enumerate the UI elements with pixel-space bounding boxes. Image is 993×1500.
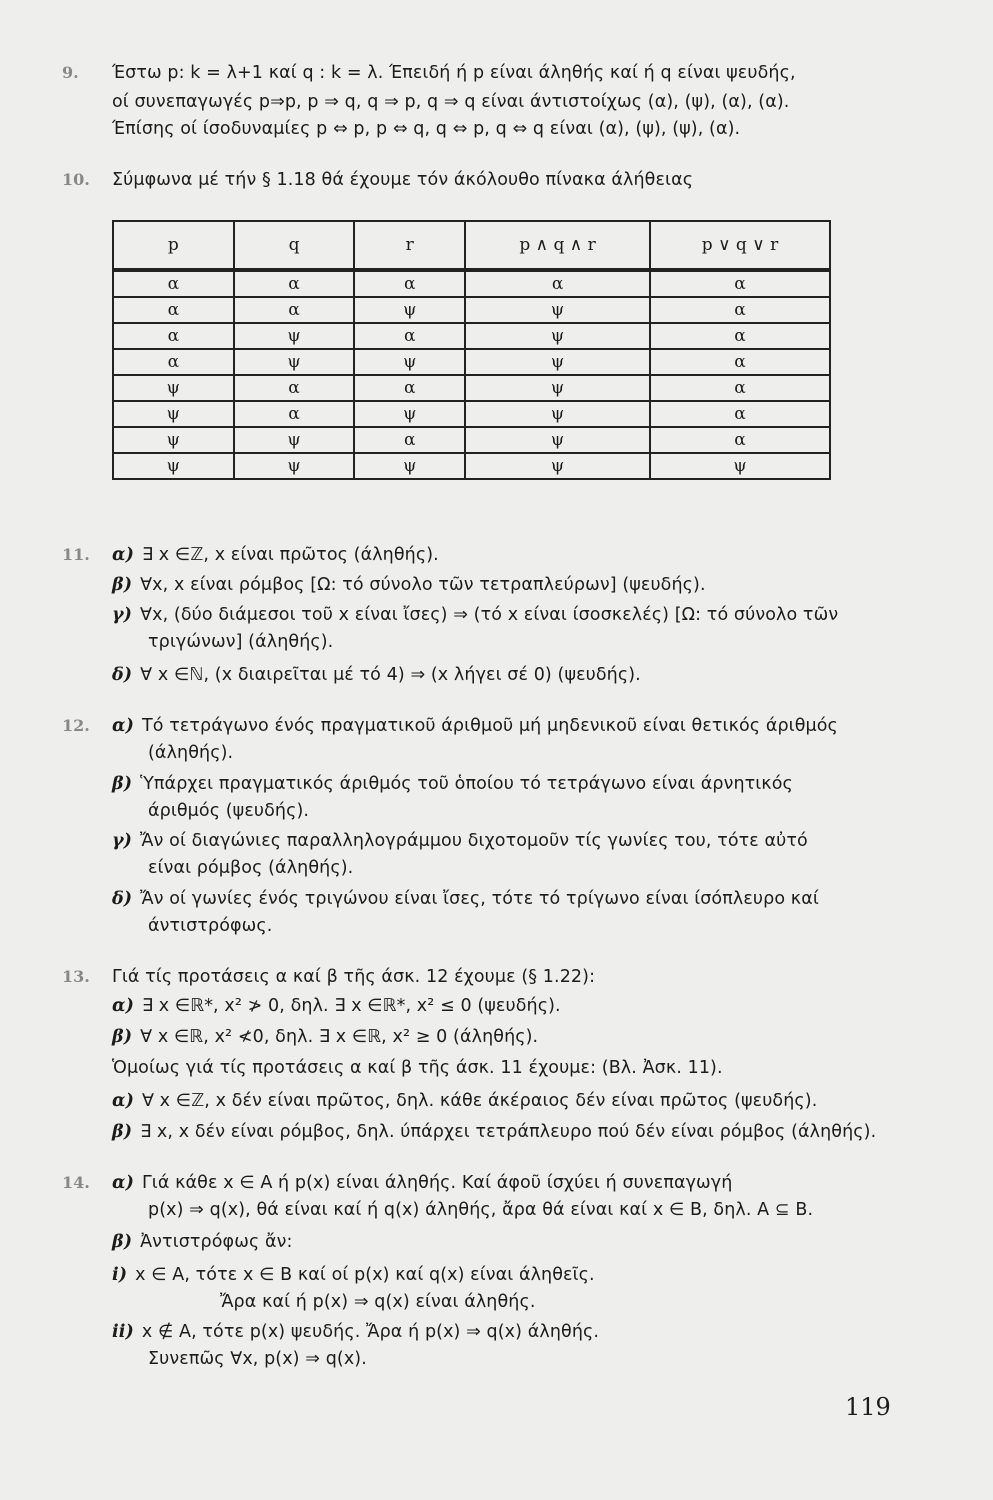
table-cell: α	[234, 270, 355, 297]
table-cell: ψ	[650, 453, 830, 479]
text-line: Έστω p: k = λ+1 καί q : k = λ. Έπειδή ή p είναι άληθής καί ή q είναι ψευδής,	[112, 63, 796, 83]
column-header: q	[234, 221, 355, 270]
table-cell: ψ	[465, 453, 650, 479]
table-row	[113, 375, 830, 401]
exercise-number: 11.	[62, 545, 90, 564]
item-text: ∀ x ∈ℝ, x² ≮0, δηλ. ∃ x ∈ℝ, x² ≥ 0 (άληθής).	[140, 1027, 539, 1047]
text-line: είναι ρόμβος (άληθής).	[148, 858, 354, 878]
table-cell: α	[234, 375, 355, 401]
table-cell: ψ	[234, 349, 355, 375]
item-label: β)	[112, 1027, 133, 1047]
text-line	[112, 543, 439, 567]
text-line: άντιστρόφως.	[148, 916, 273, 936]
item-label: α)	[112, 716, 134, 736]
table-cell: α	[650, 297, 830, 323]
item-label: δ)	[112, 889, 133, 909]
item-label: ii)	[112, 1322, 134, 1342]
item-label: β)	[112, 774, 133, 794]
table-cell: ψ	[113, 375, 234, 401]
table-cell: α	[113, 297, 234, 323]
item-text: ∃ x, x δέν είναι ρόμβος, δηλ. ύπάρχει τετράπλευρο πού δέν είναι ρόμβος (άληθής).	[140, 1122, 877, 1142]
item-label: α)	[112, 1173, 134, 1193]
item-text: ∃ x ∈ℤ, x είναι πρῶτος (άληθής).	[141, 545, 439, 565]
table-cell: α	[113, 323, 234, 349]
table-cell: α	[650, 401, 830, 427]
text-line: Ἄρα καί ή p(x) ⇒ q(x) είναι άληθής.	[220, 1292, 536, 1312]
item-label: α)	[112, 1091, 134, 1111]
text-line	[112, 1320, 599, 1344]
exercise-number: 14.	[62, 1173, 90, 1192]
text-line: Έπίσης οί ίσοδυναμίες p ⇔ p, p ⇔ q, q ⇔ p, q ⇔ q είναι (α), (ψ), (ψ), (α).	[112, 119, 741, 139]
text-line	[112, 887, 819, 911]
item-label: α)	[112, 996, 134, 1016]
item-text: ∀ x ∈ℤ, x δέν είναι πρῶτος, δηλ. κάθε άκέραιος δέν είναι πρῶτος (ψευδής).	[141, 1091, 818, 1111]
table-cell: ψ	[113, 427, 234, 453]
text-line: Σύμφωνα μέ τήν § 1.18 θά έχουμε τόν άκόλουθο πίνακα άλήθειας	[112, 170, 694, 190]
table-row	[113, 323, 830, 349]
table-cell: α	[650, 323, 830, 349]
text-line: άριθμός (ψευδής).	[148, 801, 310, 821]
table-row	[113, 270, 830, 297]
table-cell: α	[465, 270, 650, 297]
text-line	[112, 772, 793, 796]
exercise-number: 10.	[62, 170, 90, 189]
table-cell: ψ	[354, 401, 465, 427]
text-line	[112, 1171, 732, 1195]
text-line	[112, 714, 838, 738]
item-text: ∀x, x είναι ρόμβος [Ω: τό σύνολο τῶν τετραπλεύρων] (ψευδής).	[140, 575, 706, 595]
text-line	[112, 994, 561, 1018]
table-cell: ψ	[465, 427, 650, 453]
item-text: ∀x, (δύο διάμεσοι τοῦ x είναι ἴσες) ⇒ (τό x είναι ίσοσκελές) [Ω: τό σύνολο τῶν	[140, 605, 839, 625]
table-cell: ψ	[234, 427, 355, 453]
table-cell: ψ	[354, 297, 465, 323]
text-line	[112, 1120, 876, 1144]
item-text: Ἄν οί διαγώνιες παραλληλογράμμου διχοτομοῦν τίς γωνίες του, τότε αὐτό	[140, 831, 808, 851]
table-cell: α	[650, 375, 830, 401]
table-row	[113, 401, 830, 427]
exercise-number: 13.	[62, 967, 90, 986]
text-line	[112, 829, 808, 853]
table-row	[113, 427, 830, 453]
table-cell: α	[234, 297, 355, 323]
exercise-number: 12.	[62, 716, 90, 735]
text-line: p(x) ⇒ q(x), θά είναι καί ή q(x) άληθής, ἄρα θά είναι καί x ∈ B, δηλ. A ⊆ B.	[148, 1200, 814, 1220]
table-cell: α	[354, 427, 465, 453]
table-cell: ψ	[465, 375, 650, 401]
item-text: Ἀντιστρόφως ἄν:	[140, 1232, 293, 1252]
column-header: r	[354, 221, 465, 270]
text-line: Ὁμοίως γιά τίς προτάσεις α καί β τῆς άσκ. 11 έχουμε: (Βλ. Ἀσκ. 11).	[112, 1058, 723, 1078]
item-label: α)	[112, 545, 134, 565]
page-number: 119	[845, 1393, 891, 1421]
table-cell: α	[113, 270, 234, 297]
table-cell: α	[650, 270, 830, 297]
exercise-number: 9.	[62, 63, 79, 82]
text-line	[112, 1025, 538, 1049]
item-label: γ)	[112, 831, 133, 851]
item-text: Γιά κάθε x ∈ A ή p(x) είναι άληθής. Καί άφοῦ ίσχύει ή συνεπαγωγή	[141, 1173, 733, 1193]
item-label: i)	[112, 1265, 128, 1285]
text-line: Συνεπῶς ∀x, p(x) ⇒ q(x).	[148, 1349, 367, 1369]
table-cell: α	[650, 427, 830, 453]
item-text: ∃ x ∈ℝ*, x² ≯ 0, δηλ. ∃ x ∈ℝ*, x² ≤ 0 (ψευδής).	[141, 996, 561, 1016]
text-line: (άληθής).	[148, 743, 234, 763]
text-line	[112, 1230, 293, 1254]
column-header: p ∨ q ∨ r	[650, 221, 830, 270]
item-text: ∀ x ∈ℕ, (x διαιρεῖται μέ τό 4) ⇒ (x λήγει σέ 0) (ψευδής).	[140, 665, 641, 685]
table-cell: ψ	[465, 323, 650, 349]
text-line: τριγώνων] (άληθής).	[148, 632, 334, 652]
column-header: p ∧ q ∧ r	[465, 221, 650, 270]
column-header: p	[113, 221, 234, 270]
item-text: Ἄν οί γωνίες ένός τριγώνου είναι ἴσες, τότε τό τρίγωνο είναι ίσόπλευρο καί	[140, 889, 819, 909]
item-text: Ὑπάρχει πραγματικός άριθμός τοῦ ὁποίου τό τετράγωνο είναι άρνητικός	[140, 774, 793, 794]
item-label: γ)	[112, 605, 133, 625]
table-cell: ψ	[465, 401, 650, 427]
table-cell: ψ	[354, 349, 465, 375]
text-line	[112, 573, 706, 597]
item-text: Τό τετράγωνο ένός πραγματικοῦ άριθμοῦ μή μηδενικοῦ είναι θετικός άριθμός	[141, 716, 838, 736]
item-label: β)	[112, 1122, 133, 1142]
table-cell: α	[650, 349, 830, 375]
table-cell: α	[354, 323, 465, 349]
table-cell: ψ	[354, 453, 465, 479]
table-cell: ψ	[113, 401, 234, 427]
item-label: δ)	[112, 665, 133, 685]
table-cell: α	[234, 401, 355, 427]
table-row	[113, 349, 830, 375]
text-line: Γιά τίς προτάσεις α καί β τῆς άσκ. 12 έχουμε (§ 1.22):	[112, 967, 596, 987]
table-cell: ψ	[234, 323, 355, 349]
text-line	[112, 1089, 817, 1113]
item-label: β)	[112, 1232, 133, 1252]
table-row	[113, 453, 830, 479]
table-row	[113, 297, 830, 323]
table-cell: ψ	[234, 453, 355, 479]
item-label: β)	[112, 575, 133, 595]
truth-table	[112, 220, 831, 480]
text-line	[112, 1263, 595, 1287]
table-cell: α	[113, 349, 234, 375]
table-header-row	[113, 221, 830, 270]
table-cell: α	[354, 270, 465, 297]
table-cell: α	[354, 375, 465, 401]
text-line: οί συνεπαγωγές p⇒p, p ⇒ q, q ⇒ p, q ⇒ q είναι άντιστοίχως (α), (ψ), (α), (α).	[112, 92, 790, 112]
text-line	[112, 663, 641, 687]
table-cell: ψ	[113, 453, 234, 479]
table-cell: ψ	[465, 297, 650, 323]
table-cell: ψ	[465, 349, 650, 375]
text-line	[112, 603, 838, 627]
item-text: x ∈ A, τότε x ∈ B καί οί p(x) καί q(x) είναι άληθεῖς.	[135, 1265, 595, 1285]
item-text: x ∉ A, τότε p(x) ψευδής. Ἄρα ή p(x) ⇒ q(x) άληθής.	[141, 1322, 600, 1342]
